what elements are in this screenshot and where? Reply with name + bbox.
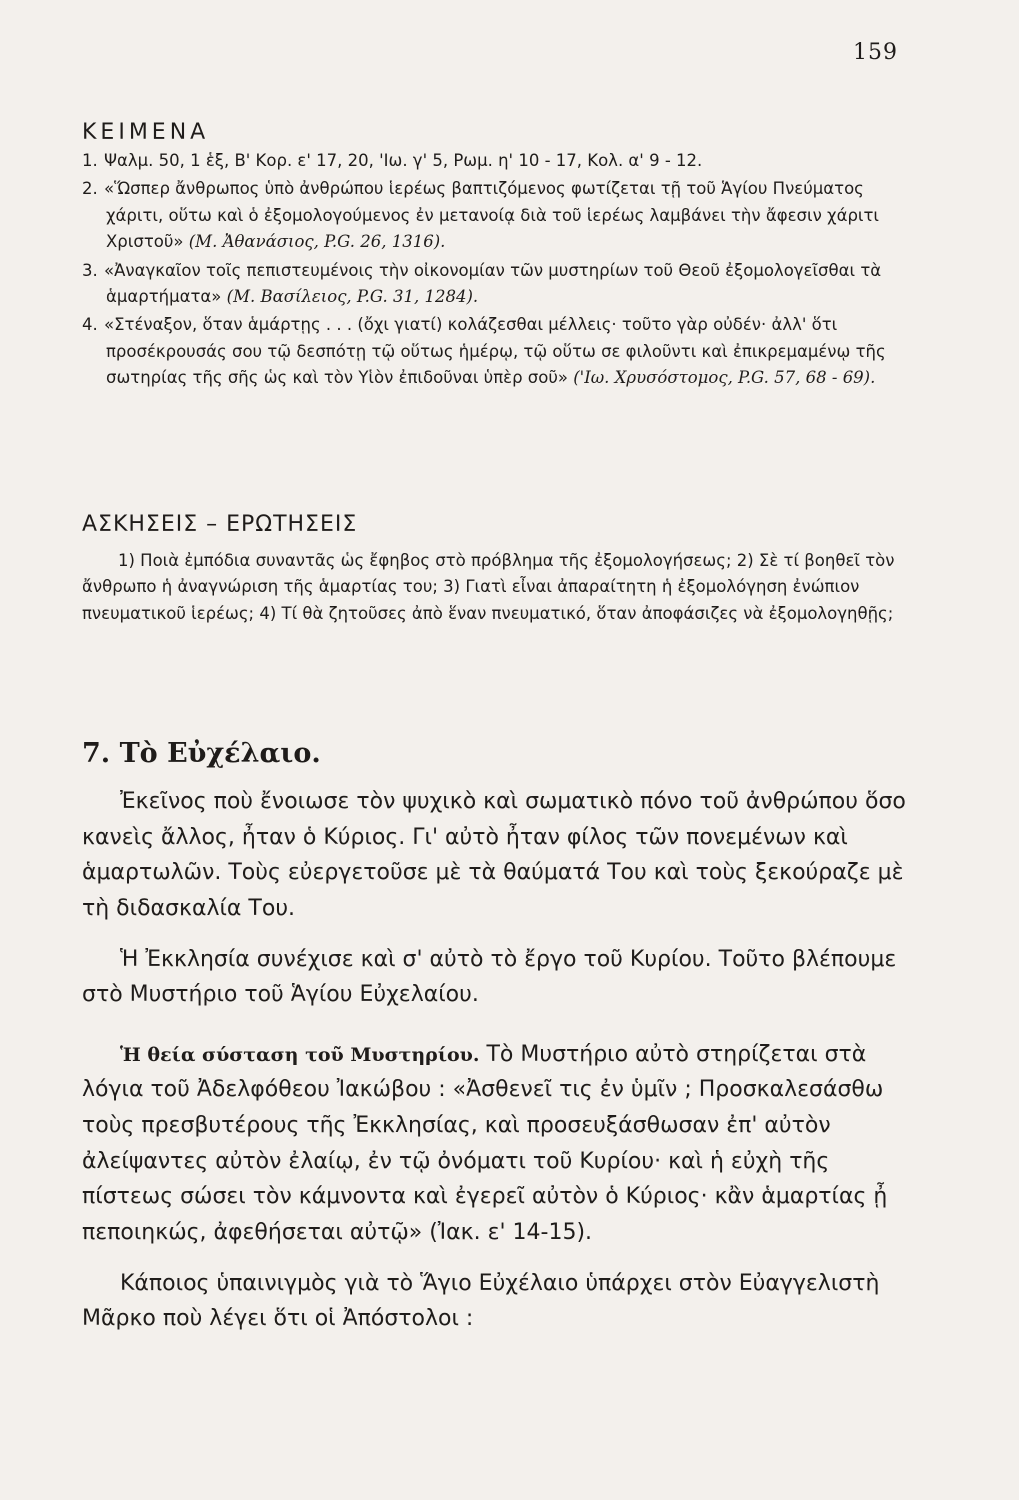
section-title: 7. Τὸ Εὐχέλαιο. — [82, 738, 321, 769]
paragraph-3-text: Τὸ Μυστήριο αὐτὸ στηρίζεται στὰ λόγια τοῦ Ἀδελφόθεου Ἰακώβου : «Ἀσθενεῖ τις ἐν ὑμῖν ; Προσκαλεσάσθω τοὺς πρεσβυτέρους τῆς Ἐκκλησίας, καὶ προσευξάσθωσαν ἐπ' αὐτὸν ἀλείψαντες αὐτὸν ἐλαίῳ, ἐν τῷ ὀνόματι τοῦ Κυρίου· καὶ ἡ εὐχὴ τῆς πίστεως σώσει τὸν κάμνοντα καὶ ἐγερεῖ αὐτὸν ὁ Κύριος· κἂν ἁμαρτίας ᾖ πεποιηκώς, ἀφεθήσεται αὐτῷ» (Ἰακ. ε' 14-15). — [82, 1041, 888, 1245]
text-item-reference: (Μ. Βασίλειος, P.G. 31, 1284). — [226, 286, 479, 306]
text-item-number: 4. — [82, 315, 98, 335]
texts-list — [82, 148, 922, 394]
paragraph-3 — [82, 1037, 920, 1251]
texts-heading: ΚΕΙΜΕΝΑ — [82, 120, 210, 145]
text-item-body: «Στέναξον, ὅταν ἁμάρτῃς . . . (ὄχι γιατί) κολάζεσθαι μέλλεις· τοῦτο γὰρ οὐδέν· ἀλλ' ὅτι προσέκρουσάς σου τῷ δεσπότῃ τῷ οὕτως ἡμέρῳ, τῷ οὕτω σε φιλοῦντι καὶ ἐπικρεμαμένῳ τῆς σωτηρίας τῆς σῆς ὡς καὶ τὸν Υἱὸν ἐπιδοῦναι ὑπὲρ σοῦ» — [104, 315, 886, 388]
section-body — [82, 784, 920, 1352]
exercises-block — [82, 548, 922, 627]
paragraph-1: Ἐκεῖνος ποὺ ἔνοιωσε τὸν ψυχικὸ καὶ σωματικὸ πόνο τοῦ ἀνθρώπου ὅσο κανεὶς ἄλλος, ἦταν ὁ Κύριος. Γι' αὐτὸ ἦταν φίλος τῶν πονεμένων καὶ ἁμαρτωλῶν. Τοὺς εὐεργετοῦσε μὲ τὰ θαύματά Του καὶ τοὺς ξεκούραζε μὲ τὴ διδασκαλία Του. — [82, 789, 906, 921]
paragraph-lead: Ἡ θεία σύσταση τοῦ Μυστηρίου. — [120, 1043, 480, 1066]
paragraph-2: Ἡ Ἐκκλησία συνέχισε καὶ σ' αὐτὸ τὸ ἔργο τοῦ Κυρίου. Τοῦτο βλέπουμε στὸ Μυστήριο τοῦ Ἁγίου Εὐχελαίου. — [82, 946, 897, 1008]
paragraph-4: Κάποιος ὑπαινιγμὸς γιὰ τὸ Ἅγιο Εὐχέλαιο ὑπάρχει στὸν Εὐαγγελιστὴ Μᾶρκο ποὺ λέγει ὅτι οἱ Ἀπόστολοι : — [82, 1270, 880, 1332]
text-item-2 — [82, 176, 922, 255]
exercises-heading: ΑΣΚΗΣΕΙΣ – ΕΡΩΤΗΣΕΙΣ — [82, 512, 358, 537]
page-number: 159 — [853, 40, 898, 65]
text-item-number: 3. — [82, 260, 98, 280]
text-item-4 — [82, 312, 922, 391]
text-item-body: «Ἀναγκαῖον τοῖς πεπιστευμένοις τὴν οἰκονομίαν τῶν μυστηρίων τοῦ Θεοῦ ἐξομολογεῖσθαι τὰ ἁμαρτήματα» — [104, 260, 882, 306]
text-item-reference: (Μ. Ἀθανάσιος, P.G. 26, 1316). — [188, 232, 446, 252]
exercises-text: 1) Ποιὰ ἐμπόδια συναντᾶς ὡς ἔφηβος στὸ πρόβλημα τῆς ἐξομολογήσεως; 2) Σὲ τί βοηθεῖ τὸν ἄνθρωπο ἡ ἀναγνώριση τῆς ἁμαρτίας του; 3) Γιατὶ εἶναι ἀπαραίτητη ἡ ἐξομολόγηση ἐνώπιον πνευματικοῦ ἱερέως; 4) Τί θὰ ζητοῦσες ἀπὸ ἕναν πνευματικό, ὅταν ἀποφάσιζες νὰ ἐξομολογηθῇς; — [82, 551, 895, 623]
text-item-3 — [82, 258, 922, 311]
text-item-body: Ψαλμ. 50, 1 ἑξ, Β' Κορ. ε' 17, 20, 'Ιω. γ' 5, Ρωμ. η' 10 - 17, Κολ. α' 9 - 12. — [104, 151, 703, 170]
text-item-1 — [82, 148, 922, 174]
text-item-number: 2. — [82, 179, 98, 199]
text-item-reference: ('Ιω. Χρυσόστομος, P.G. 57, 68 - 69). — [573, 368, 876, 388]
text-item-number: 1. — [82, 151, 98, 170]
text-item-body: «Ὥσπερ ἄνθρωπος ὑπὸ ἀνθρώπου ἱερέως βαπτιζόμενος φωτίζεται τῇ τοῦ Ἁγίου Πνεύματος χάριτι, οὕτω καὶ ὁ ἐξομολογούμενος ἐν μετανοίᾳ διὰ τοῦ ἱερέως λαμβάνει τὴν ἄφεσιν χάριτι Χριστοῦ» — [104, 179, 880, 252]
